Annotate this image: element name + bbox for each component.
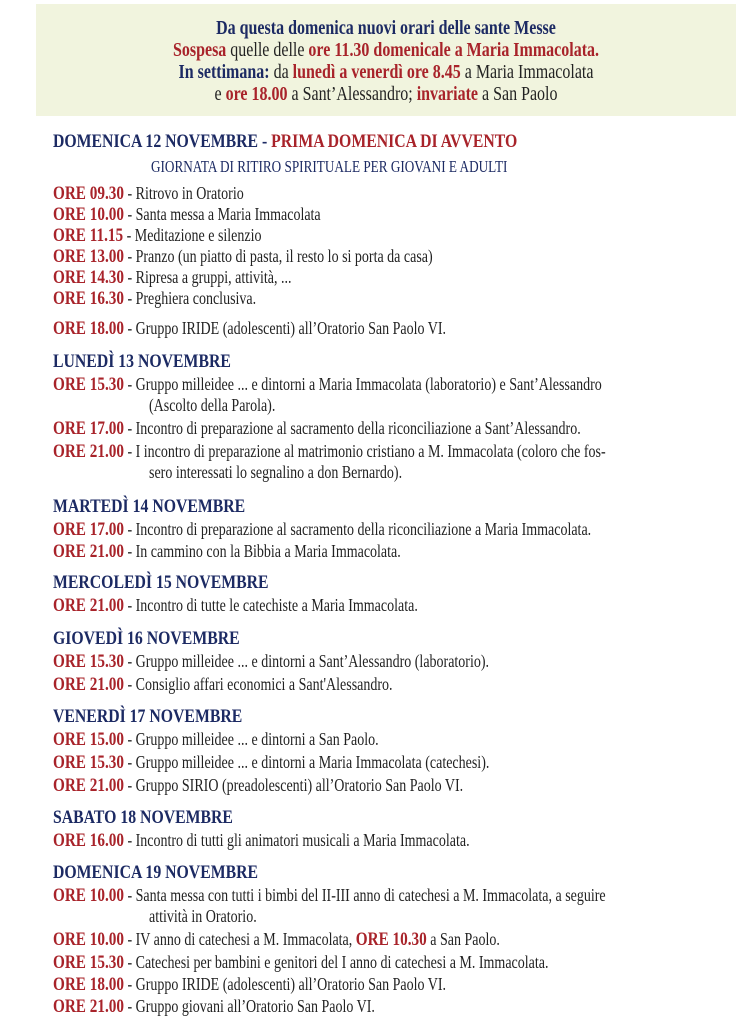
event-row <box>53 204 321 225</box>
event-time: ORE 15.30 <box>53 651 124 672</box>
day-heading: SABATO 18 NOVEMBRE <box>53 807 233 828</box>
event-row <box>53 996 375 1017</box>
event-row <box>53 541 401 562</box>
event-text: - In cammino con la Bibbia a Maria Immacolata. <box>123 541 401 561</box>
event-text: - Gruppo milleidee ... e dintorni a San Paolo. <box>123 729 379 749</box>
notice-weekdays-label: In settimana: <box>178 62 270 83</box>
notice-line-suspended <box>99 40 673 62</box>
event-row <box>53 288 256 309</box>
event-text: - Incontro di preparazione al sacramento della riconciliazione a Sant’Alessandro. <box>123 418 581 438</box>
day-heading: DOMENICA 19 NOVEMBRE <box>53 862 259 883</box>
event-text: - Ripresa a gruppi, attività, ... <box>123 267 292 287</box>
event-time: ORE 13.00 <box>53 246 124 267</box>
event-time: ORE 11.15 <box>53 225 124 246</box>
event-row <box>53 729 379 750</box>
event-text: - Gruppo giovani all’Oratorio San Paolo VI. <box>123 996 375 1016</box>
event-text: - Gruppo IRIDE (adolescenti) all’Oratorio San Paolo VI. <box>123 318 446 338</box>
event-time: ORE 16.30 <box>53 288 124 309</box>
event-text: - Gruppo milleidee ... e dintorni a Maria Immacolata (catechesi). <box>123 752 490 772</box>
event-text: - Gruppo SIRIO (preadolescenti) all’Oratorio San Paolo VI. <box>123 775 464 795</box>
event-row <box>53 374 602 395</box>
notice-text: a Sant’Alessandro; <box>287 84 417 105</box>
event-text: - Pranzo (un piatto di pasta, il resto lo si porta da casa) <box>123 246 433 266</box>
event-row <box>53 952 548 973</box>
event-row <box>53 246 433 267</box>
event-text: - Santa messa con tutti i bimbi del II-III anno di catechesi a M. Immacolata, a seguire <box>123 885 606 905</box>
event-text-secondary: a San Paolo. <box>426 929 500 949</box>
event-text: - Preghiera conclusiva. <box>123 288 257 308</box>
day-subtitle: GIORNATA DI RITIRO SPIRITUALE PER GIOVANI E ADULTI <box>151 157 508 176</box>
notice-highlight: lunedì a venerdì ore 8.45 <box>292 62 461 83</box>
event-time: ORE 18.00 <box>53 974 124 995</box>
event-row <box>53 267 292 288</box>
event-time: ORE 17.00 <box>53 519 124 540</box>
notice-text: a San Paolo <box>477 84 558 105</box>
event-row <box>53 418 581 439</box>
day-heading: MARTEDÌ 14 NOVEMBRE <box>53 496 246 517</box>
event-time: ORE 09.30 <box>53 183 124 204</box>
event-row <box>53 830 470 851</box>
event-row <box>53 775 463 796</box>
day-heading: GIOVEDÌ 16 NOVEMBRE <box>53 628 240 649</box>
notice-box <box>36 4 736 116</box>
event-row <box>53 595 418 616</box>
notice-suspended-label: Sospesa <box>172 40 227 61</box>
event-text: - Incontro di tutte le catechiste a Maria Immacolata. <box>123 595 418 615</box>
event-text: - Consiglio affari economici a Sant'Alessandro. <box>123 674 393 694</box>
event-time: ORE 15.30 <box>53 952 124 973</box>
event-time: ORE 14.30 <box>53 267 124 288</box>
event-row <box>53 651 489 672</box>
notice-line-weekdays <box>99 62 673 84</box>
day-title: DOMENICA 12 NOVEMBRE <box>53 131 259 152</box>
day-heading <box>53 131 517 153</box>
event-text: - Gruppo milleidee ... e dintorni a Maria Immacolata (laboratorio) e Sant’Alessandro <box>123 374 602 394</box>
event-row <box>53 519 591 540</box>
event-text: - Gruppo IRIDE (adolescenti) all’Oratorio San Paolo VI. <box>123 974 446 994</box>
notice-text: quelle delle <box>226 40 309 61</box>
event-time: ORE 21.00 <box>53 595 124 616</box>
notice-text: a Maria Immacolata <box>460 62 594 83</box>
event-text: - Santa messa a Maria Immacolata <box>123 204 321 224</box>
event-time: ORE 16.00 <box>53 830 124 851</box>
event-text: - Gruppo milleidee ... e dintorni a Sant’Alessandro (laboratorio). <box>123 651 490 671</box>
event-row <box>53 929 500 950</box>
event-time-secondary: ORE 10.30 <box>355 929 427 950</box>
event-text: - Ritrovo in Oratorio <box>123 183 244 203</box>
day-title-highlight: PRIMA DOMENICA DI AVVENTO <box>271 131 518 152</box>
notice-text: e <box>214 84 226 105</box>
event-text: - Catechesi per bambini e genitori del I anno di catechesi a M. Immacolata. <box>123 952 549 972</box>
notice-highlight: invariate <box>416 84 478 105</box>
day-heading: VENERDÌ 17 NOVEMBRE <box>53 706 243 727</box>
notice-highlight: ore 11.30 domenicale a Maria Immacolata. <box>308 40 600 61</box>
event-row <box>53 885 606 906</box>
event-continuation: attività in Oratorio. <box>149 906 257 926</box>
event-text: - Incontro di preparazione al sacramento della riconciliazione a Maria Immacolata. <box>123 519 592 539</box>
event-row <box>53 318 446 339</box>
event-time: ORE 10.00 <box>53 885 124 906</box>
event-row <box>53 225 262 246</box>
event-time: ORE 15.30 <box>53 752 124 773</box>
day-title-sep: - <box>258 131 272 152</box>
event-continuation: sero interessati lo segnalino a don Bernardo). <box>149 462 403 482</box>
notice-highlight: ore 18.00 <box>225 84 288 105</box>
notice-title: Da questa domenica nuovi orari delle sante Messe <box>216 18 556 39</box>
event-time: ORE 21.00 <box>53 674 124 695</box>
day-heading: LUNEDÌ 13 NOVEMBRE <box>53 351 231 372</box>
event-text: - Meditazione e silenzio <box>123 225 262 245</box>
event-continuation: (Ascolto della Parola). <box>149 395 276 415</box>
event-time: ORE 21.00 <box>53 541 124 562</box>
event-time: ORE 15.30 <box>53 374 124 395</box>
event-time: ORE 18.00 <box>53 318 124 339</box>
event-row <box>53 441 606 462</box>
event-time: ORE 17.00 <box>53 418 124 439</box>
event-time: ORE 21.00 <box>53 775 124 796</box>
day-heading: MERCOLEDÌ 15 NOVEMBRE <box>53 572 269 593</box>
event-row <box>53 183 244 204</box>
event-text: - IV anno di catechesi a M. Immacolata, <box>123 929 356 949</box>
event-text: - I incontro di preparazione al matrimonio cristiano a M. Immacolata (coloro che fos- <box>123 441 606 461</box>
event-row <box>53 674 393 695</box>
event-row <box>53 752 489 773</box>
event-text: - Incontro di tutti gli animatori musicali a Maria Immacolata. <box>123 830 470 850</box>
event-time: ORE 10.00 <box>53 929 124 950</box>
notice-line-evening <box>99 84 673 106</box>
event-time: ORE 21.00 <box>53 441 124 462</box>
event-time: ORE 10.00 <box>53 204 124 225</box>
event-time: ORE 21.00 <box>53 996 124 1017</box>
event-time: ORE 15.00 <box>53 729 124 750</box>
event-row <box>53 974 446 995</box>
notice-text: da <box>269 62 293 83</box>
